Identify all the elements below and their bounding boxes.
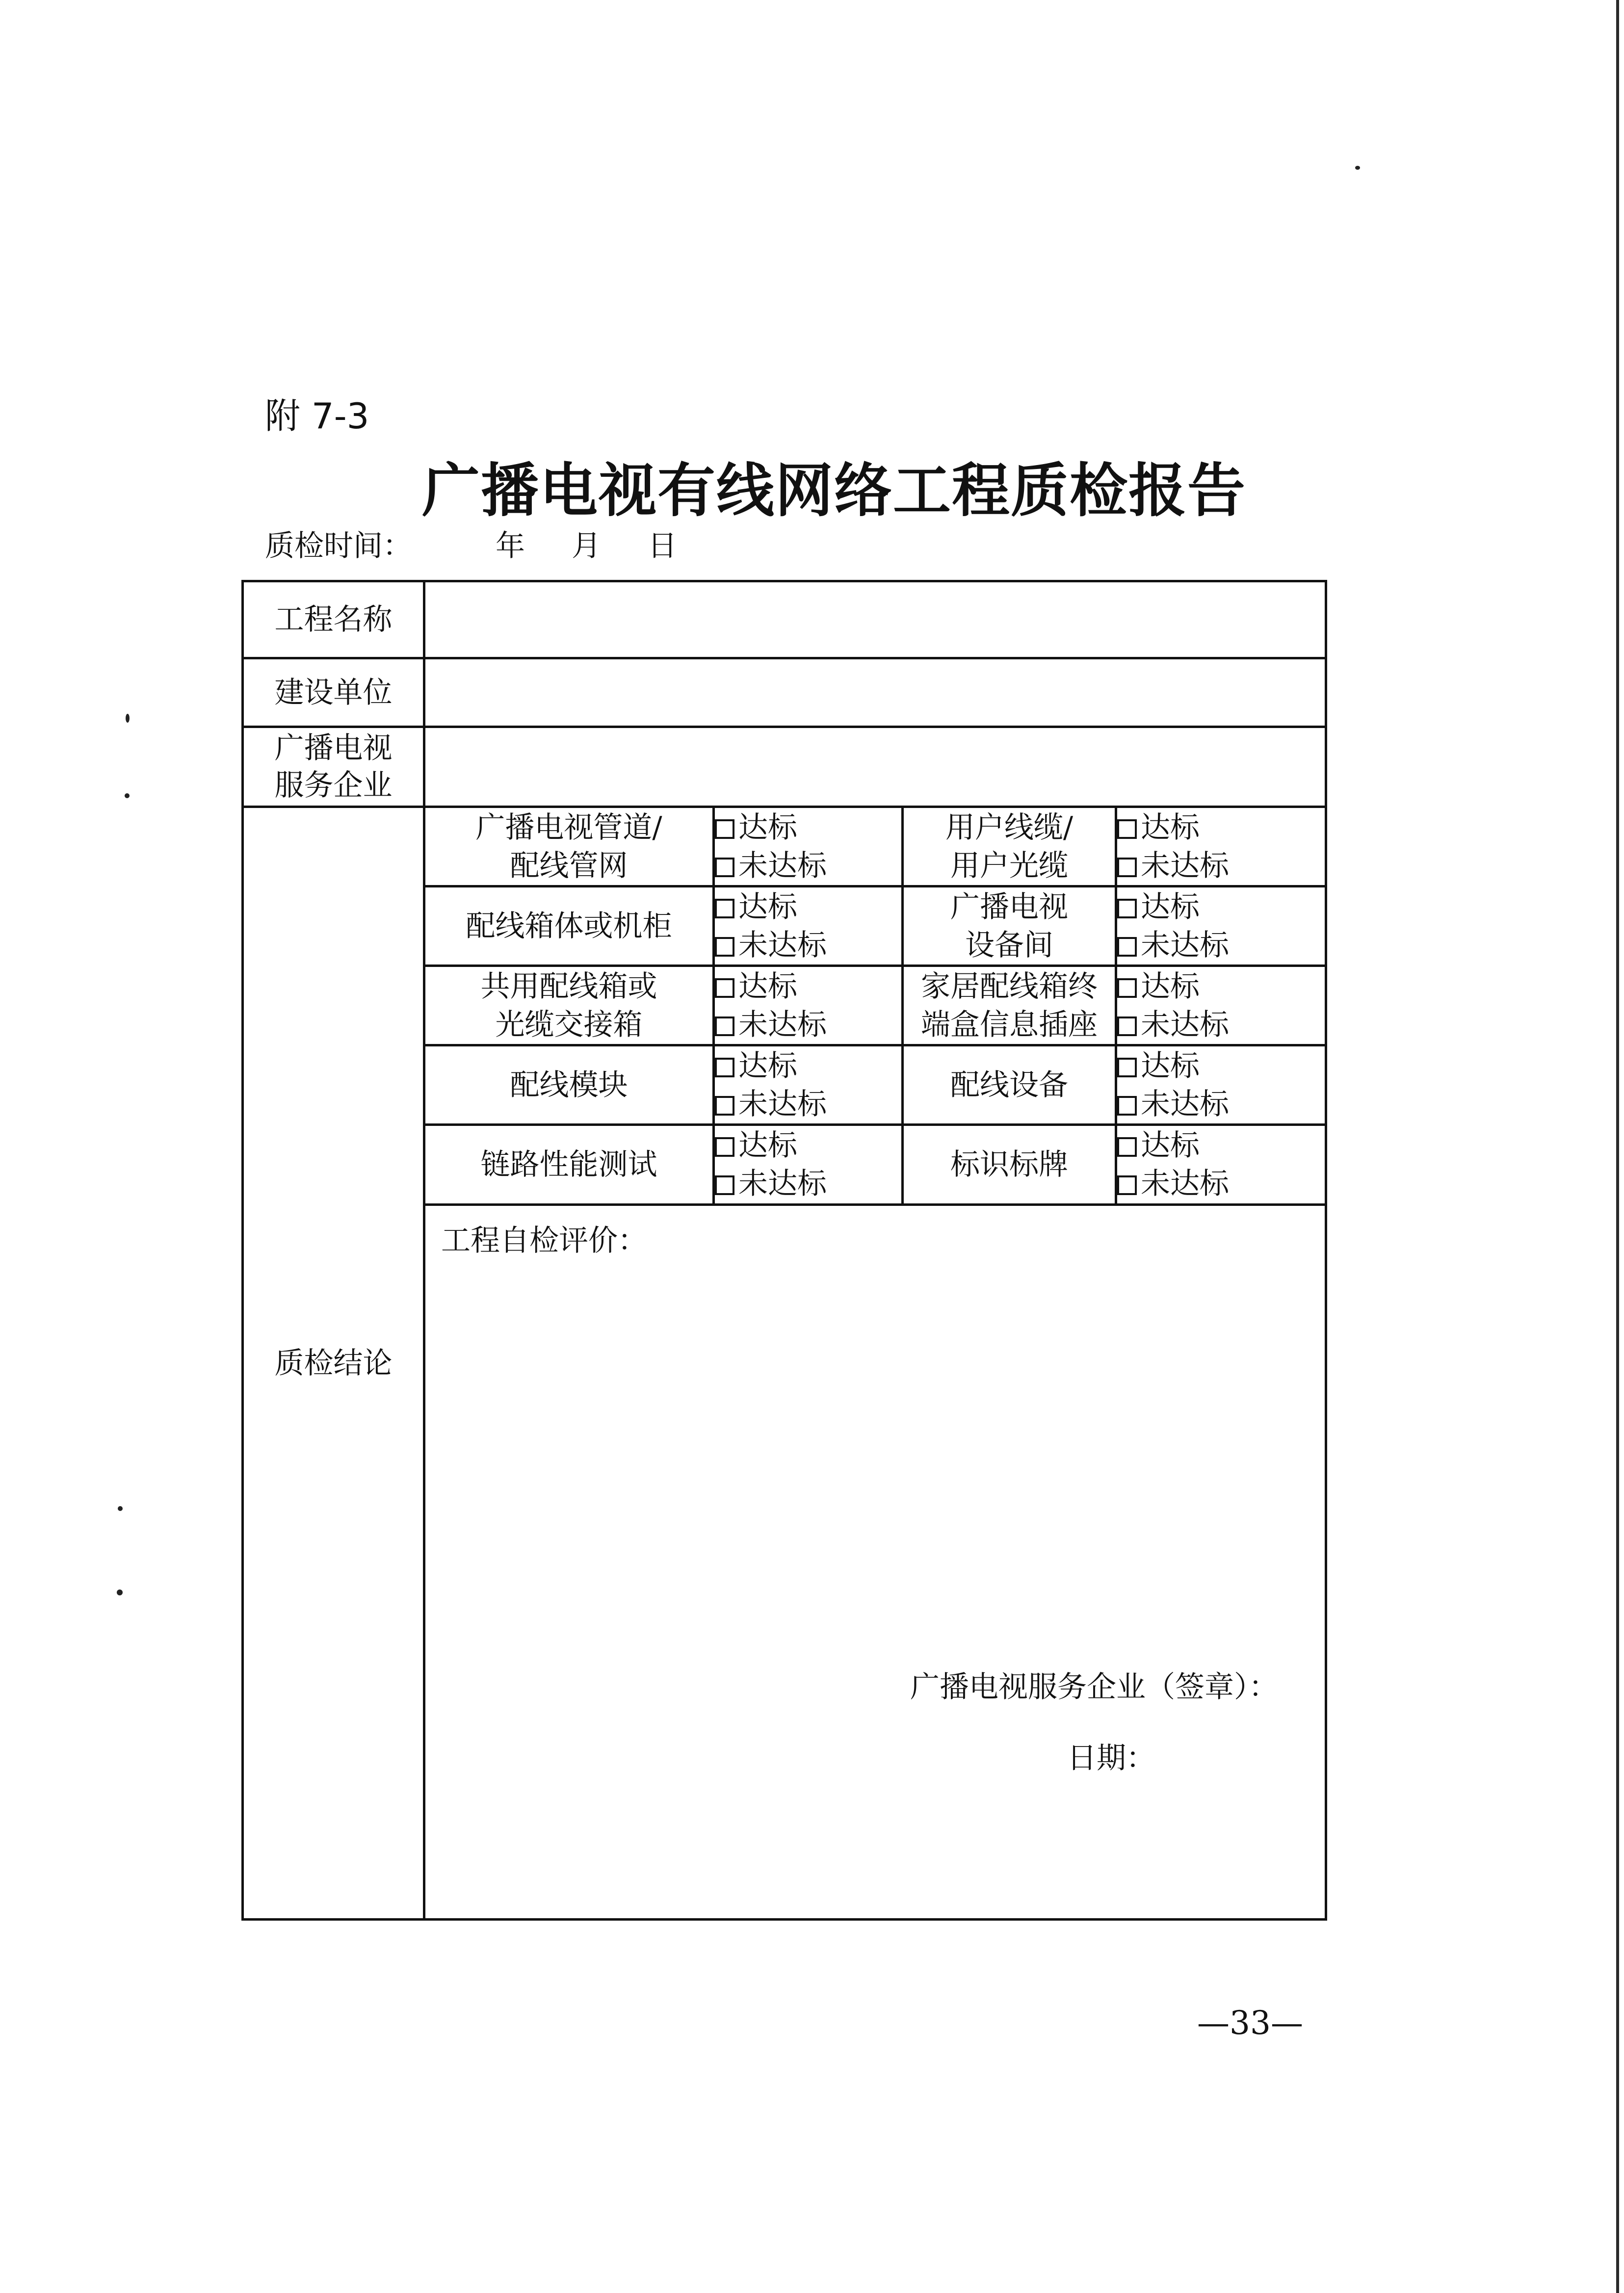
check-item-name: 配线模块 — [424, 1045, 714, 1125]
builder-field[interactable] — [424, 658, 1326, 727]
fail-checkbox[interactable] — [715, 1096, 734, 1116]
check-item-name: 用户线缆/ 用户光缆 — [903, 807, 1116, 886]
service-company-label: 广播电视 服务企业 — [243, 727, 424, 807]
pass-checkbox[interactable] — [1117, 819, 1137, 839]
table-row — [243, 658, 1326, 727]
inspection-time — [265, 522, 677, 565]
fail-checkbox[interactable] — [715, 1016, 734, 1036]
inspection-report-table — [241, 580, 1327, 1921]
fail-checkbox[interactable] — [1117, 1096, 1137, 1116]
page-title: 广播电视有线网络工程质检报告 — [422, 456, 1247, 524]
check-options: 达标 未达标 — [1116, 1045, 1326, 1125]
fail-checkbox[interactable] — [1117, 1016, 1137, 1036]
table-row — [243, 727, 1326, 807]
check-options: 达标 未达标 — [714, 966, 903, 1045]
fail-checkbox[interactable] — [715, 858, 734, 877]
check-row — [243, 807, 1326, 886]
inspection-time-label: 质检时间： — [265, 529, 412, 563]
fail-checkbox[interactable] — [1117, 937, 1137, 957]
scan-speck — [1355, 166, 1360, 170]
month-label: 月 — [572, 529, 601, 563]
check-options: 达标 未达标 — [1116, 966, 1326, 1045]
check-options: 达标 未达标 — [714, 1045, 903, 1125]
check-item-name: 家居配线箱终 端盒信息插座 — [903, 966, 1116, 1045]
table-row — [243, 581, 1326, 658]
fail-checkbox[interactable] — [715, 937, 734, 957]
pass-checkbox[interactable] — [715, 1058, 734, 1077]
pass-checkbox[interactable] — [715, 978, 734, 998]
check-options: 达标 未达标 — [714, 886, 903, 966]
check-options: 达标 未达标 — [1116, 886, 1326, 966]
scan-speck — [118, 1506, 123, 1511]
check-options: 达标 未达标 — [1116, 1125, 1326, 1205]
fail-checkbox[interactable] — [1117, 1175, 1137, 1195]
scan-speck — [125, 793, 130, 798]
check-item-name: 广播电视管道/ 配线管网 — [424, 807, 714, 886]
check-item-name: 配线箱体或机柜 — [424, 886, 714, 966]
conclusion-area[interactable] — [424, 1205, 1326, 1920]
pass-checkbox[interactable] — [715, 1137, 734, 1157]
scan-speck — [117, 1589, 123, 1595]
signature-label: 广播电视服务企业（签章）： — [910, 1669, 1278, 1704]
year-label: 年 — [496, 529, 525, 563]
pass-checkbox[interactable] — [1117, 1137, 1137, 1157]
fail-checkbox[interactable] — [715, 1175, 734, 1195]
pass-checkbox[interactable] — [1117, 899, 1137, 918]
check-item-name: 共用配线箱或 光缆交接箱 — [424, 966, 714, 1045]
scan-edge-line — [1616, 0, 1619, 2293]
conclusion-label: 质检结论 — [243, 807, 424, 1920]
project-name-label: 工程名称 — [243, 581, 424, 658]
pass-checkbox[interactable] — [1117, 978, 1137, 998]
pass-checkbox[interactable] — [715, 819, 734, 839]
date-label: 日期： — [1067, 1741, 1155, 1775]
day-label: 日 — [648, 529, 677, 563]
check-options: 达标 未达标 — [714, 1125, 903, 1205]
project-name-field[interactable] — [424, 581, 1326, 658]
fail-checkbox[interactable] — [1117, 858, 1137, 877]
service-company-field[interactable] — [424, 727, 1326, 807]
check-options: 达标 未达标 — [1116, 807, 1326, 886]
check-item-name: 配线设备 — [903, 1045, 1116, 1125]
self-eval-label: 工程自检评价： — [441, 1223, 647, 1258]
scan-speck — [126, 714, 130, 723]
appendix-label: 附 7-3 — [265, 395, 369, 437]
page-number: —33— — [1197, 2004, 1303, 2042]
check-item-name: 链路性能测试 — [424, 1125, 714, 1205]
builder-label: 建设单位 — [243, 658, 424, 727]
check-item-name: 广播电视 设备间 — [903, 886, 1116, 966]
pass-checkbox[interactable] — [715, 899, 734, 918]
check-options: 达标 未达标 — [714, 807, 903, 886]
check-item-name: 标识标牌 — [903, 1125, 1116, 1205]
pass-checkbox[interactable] — [1117, 1058, 1137, 1077]
